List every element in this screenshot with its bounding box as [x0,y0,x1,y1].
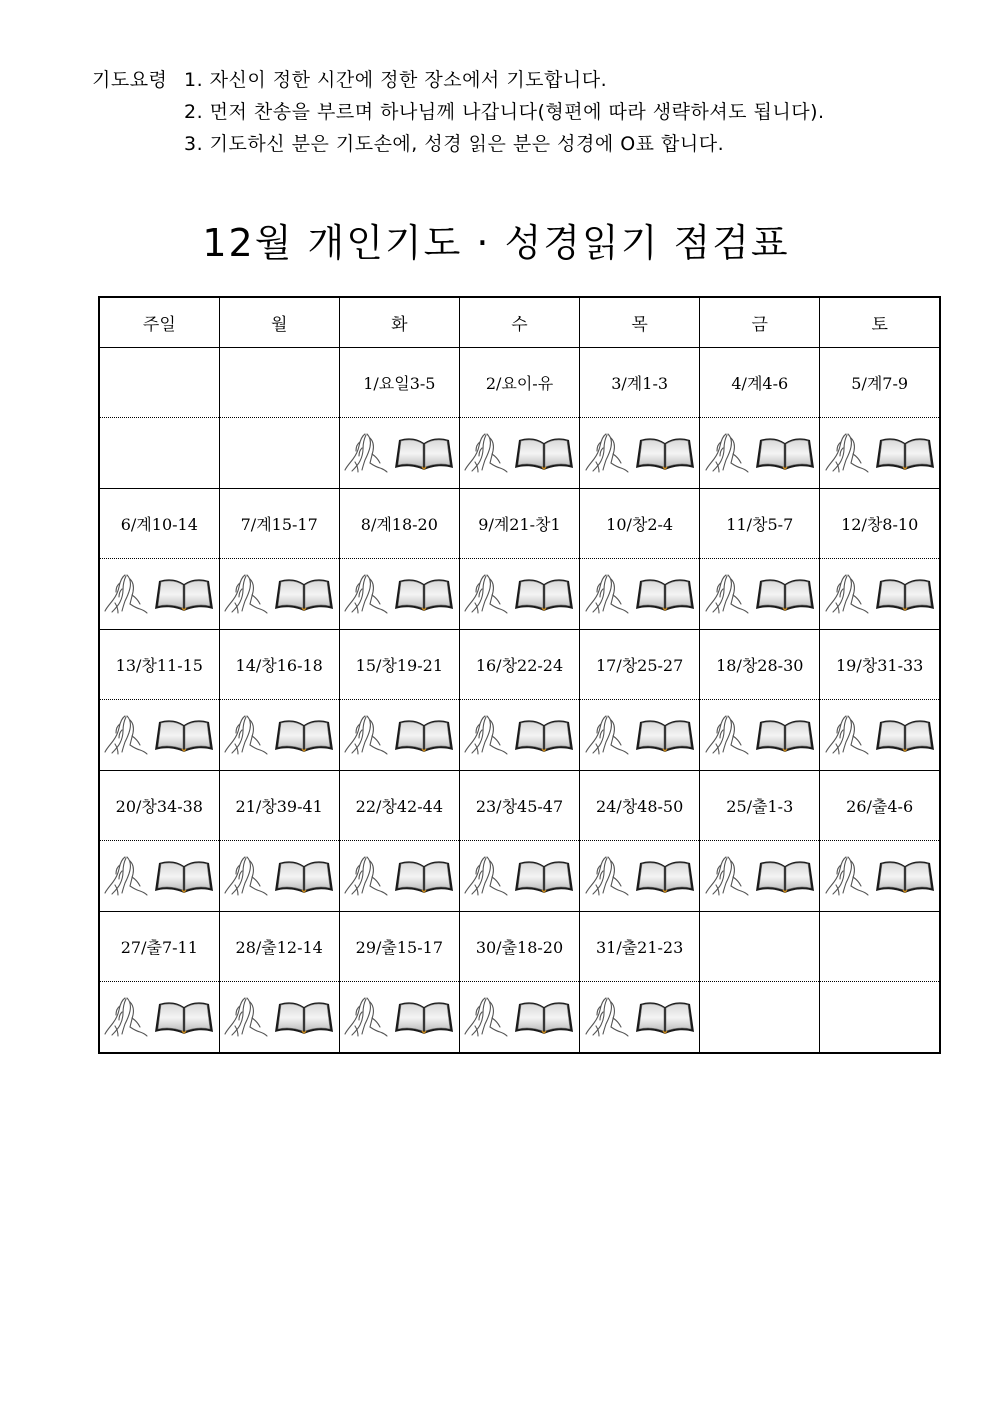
instruction-item: 3. 기도하신 분은 기도손에, 성경 읽은 분은 성경에 O표 합니다. [184,133,725,155]
date-reading-cell: 8/계18-20 [339,489,459,559]
check-icons [580,573,699,615]
check-icons [340,855,459,897]
instruction-item: 2. 먼저 찬송을 부르며 하나님께 나갑니다(형편에 따라 생략하셔도 됩니다). [184,101,825,123]
weekday-header: 월 [219,297,339,348]
open-bible-icon[interactable] [754,857,816,895]
open-bible-icon[interactable] [153,575,215,613]
check-icons [220,573,339,615]
praying-hands-icon[interactable] [704,573,750,615]
open-bible-icon[interactable] [513,716,575,754]
weekday-header: 목 [580,297,700,348]
check-cell [580,559,700,630]
open-bible-icon[interactable] [153,857,215,895]
praying-hands-icon[interactable] [223,714,269,756]
check-cell [99,559,219,630]
check-cell [339,982,459,1054]
praying-hands-icon[interactable] [223,996,269,1038]
praying-hands-icon[interactable] [343,714,389,756]
check-icons [580,714,699,756]
praying-hands-icon[interactable] [463,573,509,615]
instruction-item: 1. 자신이 정한 시간에 정한 장소에서 기도합니다. [184,69,608,91]
check-icons [100,573,219,615]
open-bible-icon[interactable] [393,998,455,1036]
check-cell [580,982,700,1054]
check-cell [459,559,579,630]
check-icons [820,432,939,474]
check-icons [220,855,339,897]
check-icons [820,855,939,897]
praying-hands-icon[interactable] [103,714,149,756]
open-bible-icon[interactable] [874,575,936,613]
check-cell [219,559,339,630]
check-icons [460,996,579,1038]
open-bible-icon[interactable] [273,857,335,895]
check-cell [339,418,459,489]
praying-hands-icon[interactable] [584,855,630,897]
praying-hands-icon[interactable] [343,996,389,1038]
praying-hands-icon[interactable] [343,855,389,897]
check-icons [580,996,699,1038]
checkbox-row [99,700,940,771]
date-reading-cell: 4/계4-6 [700,348,820,418]
date-reading-cell: 2/요이-유 [459,348,579,418]
praying-hands-icon[interactable] [463,432,509,474]
check-cell [459,982,579,1054]
date-row [99,348,940,418]
check-icons [340,714,459,756]
praying-hands-icon[interactable] [584,573,630,615]
open-bible-icon[interactable] [634,716,696,754]
check-icons [700,573,819,615]
check-cell [219,418,339,489]
check-icons [700,432,819,474]
praying-hands-icon[interactable] [704,432,750,474]
check-cell [700,841,820,912]
date-reading-cell: 31/출21-23 [580,912,700,982]
check-cell [219,841,339,912]
check-icons [580,432,699,474]
date-reading-cell: 9/계21-창1 [459,489,579,559]
weekday-header: 금 [700,297,820,348]
date-reading-cell: 30/출18-20 [459,912,579,982]
open-bible-icon[interactable] [874,716,936,754]
praying-hands-icon[interactable] [463,996,509,1038]
open-bible-icon[interactable] [153,998,215,1036]
praying-hands-icon[interactable] [103,855,149,897]
date-reading-cell [820,912,940,982]
praying-hands-icon[interactable] [584,996,630,1038]
checkbox-row [99,841,940,912]
praying-hands-icon[interactable] [584,714,630,756]
check-icons [700,714,819,756]
check-icons [340,432,459,474]
check-cell [580,841,700,912]
check-cell [339,700,459,771]
open-bible-icon[interactable] [273,716,335,754]
praying-hands-icon[interactable] [103,996,149,1038]
check-cell [219,982,339,1054]
check-icons [100,714,219,756]
check-cell [459,418,579,489]
date-reading-cell: 20/창34-38 [99,771,219,841]
date-reading-cell: 28/출12-14 [219,912,339,982]
date-reading-cell: 22/창42-44 [339,771,459,841]
check-icons [820,714,939,756]
check-icons [820,573,939,615]
check-icons [580,855,699,897]
praying-hands-icon[interactable] [463,714,509,756]
check-cell [99,700,219,771]
check-cell [339,841,459,912]
open-bible-icon[interactable] [513,575,575,613]
check-icons [340,573,459,615]
open-bible-icon[interactable] [393,434,455,472]
checkbox-row [99,418,940,489]
praying-hands-icon[interactable] [223,855,269,897]
check-cell [219,700,339,771]
date-reading-cell: 11/창5-7 [700,489,820,559]
date-reading-cell: 21/창39-41 [219,771,339,841]
check-cell [580,700,700,771]
check-cell [99,418,219,489]
weekday-header-row [99,297,940,348]
check-cell [339,559,459,630]
praying-hands-icon[interactable] [463,855,509,897]
date-reading-cell: 15/창19-21 [339,630,459,700]
check-icons [460,855,579,897]
check-icons [100,855,219,897]
open-bible-icon[interactable] [754,716,816,754]
check-cell [99,841,219,912]
check-icons [460,573,579,615]
date-row [99,489,940,559]
date-reading-cell: 13/창11-15 [99,630,219,700]
praying-hands-icon[interactable] [584,432,630,474]
check-cell [820,700,940,771]
date-reading-cell: 23/창45-47 [459,771,579,841]
open-bible-icon[interactable] [513,857,575,895]
date-reading-cell: 10/창2-4 [580,489,700,559]
open-bible-icon[interactable] [393,716,455,754]
open-bible-icon[interactable] [513,998,575,1036]
open-bible-icon[interactable] [393,575,455,613]
date-reading-cell: 29/출15-17 [339,912,459,982]
date-reading-cell: 17/창25-27 [580,630,700,700]
date-reading-cell: 3/계1-3 [580,348,700,418]
check-icons [460,432,579,474]
open-bible-icon[interactable] [634,857,696,895]
date-reading-cell: 5/계7-9 [820,348,940,418]
open-bible-icon[interactable] [754,575,816,613]
date-reading-cell: 26/출4-6 [820,771,940,841]
page-title: 12월 개인기도 · 성경읽기 점검표 [202,221,790,265]
date-reading-cell [99,348,219,418]
praying-hands-icon[interactable] [223,573,269,615]
check-cell [99,982,219,1054]
check-cell [459,700,579,771]
date-row [99,630,940,700]
praying-hands-icon[interactable] [824,855,870,897]
instruction-row [92,128,825,160]
check-icons [100,996,219,1038]
checkbox-row [99,559,940,630]
prayer-instructions [92,64,825,160]
check-cell [820,418,940,489]
open-bible-icon[interactable] [513,434,575,472]
check-cell [700,418,820,489]
check-icons [460,714,579,756]
instruction-row [92,64,825,96]
open-bible-icon[interactable] [634,575,696,613]
date-reading-cell: 12/창8-10 [820,489,940,559]
open-bible-icon[interactable] [634,998,696,1036]
date-reading-cell [700,912,820,982]
open-bible-icon[interactable] [874,857,936,895]
date-reading-cell: 27/출7-11 [99,912,219,982]
check-icons [700,855,819,897]
check-cell [459,841,579,912]
date-reading-cell: 7/계15-17 [219,489,339,559]
check-cell [820,982,940,1054]
praying-hands-icon[interactable] [704,714,750,756]
weekday-header: 수 [459,297,579,348]
praying-hands-icon[interactable] [103,573,149,615]
date-reading-cell: 19/창31-33 [820,630,940,700]
open-bible-icon[interactable] [273,998,335,1036]
instruction-row [92,96,825,128]
praying-hands-icon[interactable] [824,432,870,474]
open-bible-icon[interactable] [273,575,335,613]
date-reading-cell [219,348,339,418]
check-cell [700,982,820,1054]
open-bible-icon[interactable] [153,716,215,754]
praying-hands-icon[interactable] [343,432,389,474]
date-reading-cell: 25/출1-3 [700,771,820,841]
date-reading-cell: 18/창28-30 [700,630,820,700]
weekday-header: 주일 [99,297,219,348]
praying-hands-icon[interactable] [704,855,750,897]
date-reading-cell: 6/계10-14 [99,489,219,559]
open-bible-icon[interactable] [754,434,816,472]
open-bible-icon[interactable] [634,434,696,472]
date-row [99,912,940,982]
praying-hands-icon[interactable] [824,714,870,756]
date-reading-cell: 24/창48-50 [580,771,700,841]
check-cell [820,841,940,912]
checklist-calendar [98,296,941,1054]
check-icons [220,714,339,756]
instructions-label: 기도요령 [92,69,168,91]
praying-hands-icon[interactable] [824,573,870,615]
check-cell [580,418,700,489]
weekday-header: 화 [339,297,459,348]
date-reading-cell: 14/창16-18 [219,630,339,700]
date-row [99,771,940,841]
check-cell [820,559,940,630]
check-icons [220,996,339,1038]
check-icons [340,996,459,1038]
checkbox-row [99,982,940,1054]
date-reading-cell: 16/창22-24 [459,630,579,700]
praying-hands-icon[interactable] [343,573,389,615]
check-cell [700,559,820,630]
date-reading-cell: 1/요일3-5 [339,348,459,418]
check-cell [700,700,820,771]
weekday-header: 토 [820,297,940,348]
open-bible-icon[interactable] [393,857,455,895]
open-bible-icon[interactable] [874,434,936,472]
